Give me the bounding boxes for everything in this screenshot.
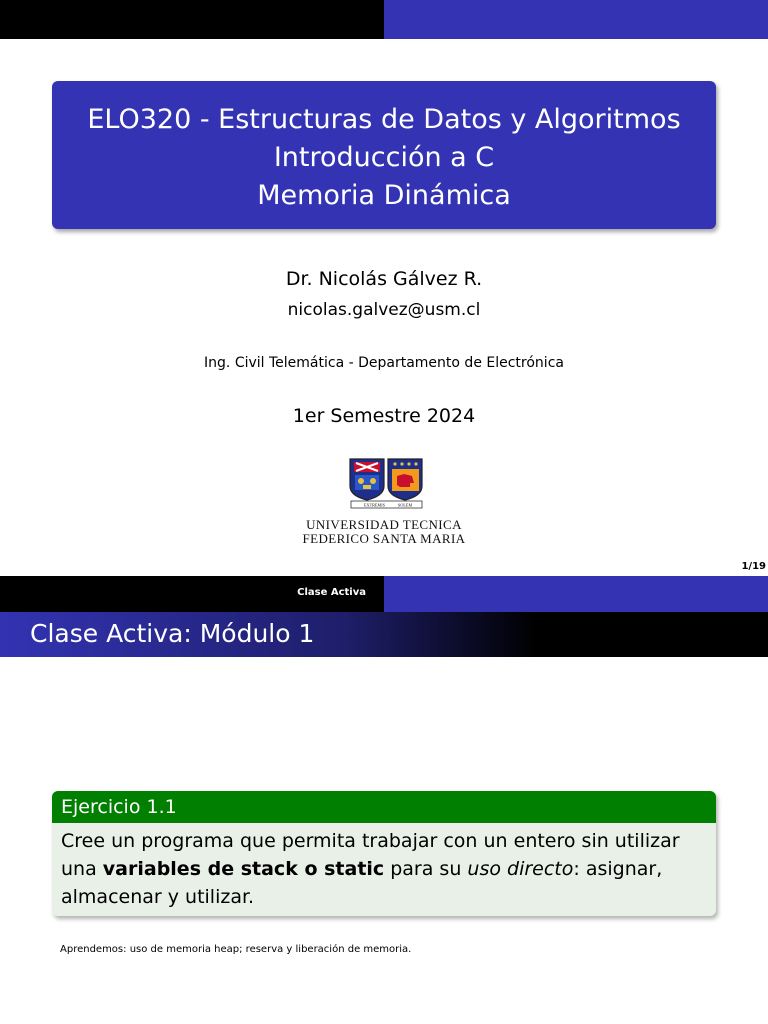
logo-name-line2: FEDERICO SANTA MARIA (302, 531, 466, 546)
page-number: 1/19 (741, 561, 766, 572)
header-bar-right (384, 0, 768, 39)
title-box (52, 81, 716, 229)
frame-title: Clase Activa: Módulo 1 (30, 619, 315, 648)
exercise-body (61, 827, 709, 911)
logo-name-line1: UNIVERSIDAD TECNICA (306, 517, 462, 532)
section-nav-link[interactable]: Clase Activa (297, 587, 366, 598)
content-slide (0, 576, 768, 1024)
left-shield-icon (350, 459, 384, 500)
exercise-title: Ejercicio 1.1 (61, 796, 177, 818)
date: 1er Semestre 2024 (292, 405, 476, 427)
logo-motto-right: SOLEM (398, 502, 413, 508)
exercise-text-part3: : asignar, almacenar y utilizar. (61, 858, 663, 908)
topic-title: Introducción a C (273, 142, 495, 173)
footnote: Aprendemos: uso de memoria heap; reserva y liberación de memoria. (60, 944, 412, 955)
logo-motto-left: EXTREMIS (364, 502, 385, 508)
course-title: ELO320 - Estructuras de Datos y Algoritmos (87, 104, 681, 135)
header-bar-left (0, 0, 384, 39)
institute: Ing. Civil Telemática - Departamento de Electrónica (204, 355, 564, 371)
right-shield-icon (388, 459, 422, 500)
exercise-text-part1: Cree un programa que permita trabajar con un entero sin utilizar una (61, 830, 680, 880)
subtopic-title: Memoria Dinámica (257, 180, 511, 211)
author-name: Dr. Nicolás Gálvez R. (285, 268, 483, 290)
nav-bar-right (384, 576, 768, 612)
exercise-text-part2: para su (384, 858, 468, 880)
exercise-block (52, 791, 716, 916)
author-email: nicolas.galvez@usm.cl (287, 300, 481, 320)
exercise-text-italic: uso directo (467, 858, 574, 880)
exercise-text-bold: variables de stack o static (102, 858, 385, 880)
